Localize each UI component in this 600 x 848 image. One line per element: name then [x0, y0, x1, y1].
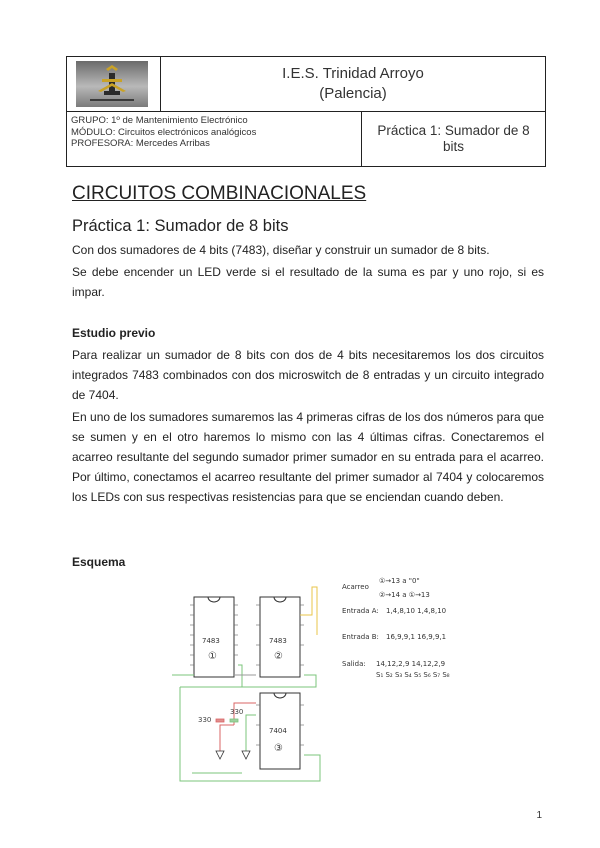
note-entrada-b: 16,9,9,1 16,9,9,1: [386, 633, 447, 641]
chip2-label: 7483: [269, 637, 287, 645]
schematic-drawing: [172, 575, 547, 790]
note-entrada-a: 1,4,8,10 1,4,8,10: [386, 607, 447, 615]
note-acarreo-2: ②→14 a ①→13: [379, 591, 430, 599]
practice-cell: [361, 111, 546, 167]
logo-cell: [66, 56, 161, 112]
intro-paragraph-2: Se debe encender un LED verde si el resultado de la suma es par y uno rojo, si es impar.: [72, 265, 544, 299]
estudio-paragraph-1: Para realizar un sumador de 8 bits con dos de 4 bits necesitaremos los dos circuitos integrados 7483 combinados con dos microswitch de 8 entradas y un circuito integrado de 7404.: [72, 348, 544, 402]
practice-title-line2: bits: [442, 139, 464, 154]
course-info-cell: [66, 111, 362, 167]
estudio-heading: Estudio previo: [72, 326, 156, 340]
chip-7483-2: [260, 597, 300, 677]
school-city: (Palencia): [319, 85, 387, 102]
logo-emblem: [76, 61, 148, 107]
chip2-number: ②: [274, 651, 283, 662]
document-subtitle: Práctica 1: Sumador de 8 bits: [72, 217, 289, 235]
header-table: [66, 56, 546, 167]
chip3-label: 7404: [269, 727, 287, 735]
note-salida-2: S₁ S₂ S₃ S₄ S₅ S₆ S₇ S₈: [376, 671, 450, 679]
school-cell: [160, 56, 546, 112]
note-salida-1: 14,12,2,9 14,12,2,9: [376, 660, 446, 668]
estudio-paragraph-2: En uno de los sumadores sumaremos las 4 primeras cifras de los dos números para que se sumen y en el otro haremos lo mismo con las 4 últimas cifras. Conectaremos el acarreo resultante del segundo sumador primer sumador en su entrada para el acarreo. Por último, conectamos el acarreo resultante del primer sumador al 7404 y colocaremos los LEDs con sus respectivas resistencias para que se enciendan cuando deben.: [72, 410, 544, 504]
chip1-number: ①: [208, 651, 217, 662]
esquema-heading: Esquema: [72, 555, 126, 569]
teacher-line: PROFESORA: Mercedes Arribas: [71, 138, 210, 149]
resistor-label-2: 330: [230, 708, 244, 716]
note-salida-label: Salida:: [342, 660, 366, 668]
module-line: MÓDULO: Circuitos electrónicos analógicos: [71, 126, 257, 138]
document-title: CIRCUITOS COMBINACIONALES: [72, 183, 367, 204]
page-number: 1: [536, 810, 542, 821]
group-line: GRUPO: 1º de Mantenimiento Electrónico: [71, 115, 248, 126]
chip-7483-1: [194, 597, 234, 677]
note-acarreo-label: Acarreo: [342, 583, 369, 591]
intro-paragraph-1: Con dos sumadores de 4 bits (7483), diseñar y construir un sumador de 8 bits.: [72, 243, 490, 257]
note-entrada-a-label: Entrada A:: [342, 607, 379, 615]
practice-title-line1: Práctica 1: Sumador de 8: [377, 123, 530, 138]
note-acarreo-1: ①→13 a "0": [379, 577, 420, 585]
resistor-label-1: 330: [198, 716, 212, 724]
school-name: I.E.S. Trinidad Arroyo: [282, 65, 424, 82]
schematic-notes: [342, 577, 450, 679]
note-entrada-b-label: Entrada B:: [342, 633, 379, 641]
chip1-label: 7483: [202, 637, 220, 645]
chip-7404: [260, 693, 300, 769]
chip3-number: ③: [274, 743, 283, 754]
school-logo: [76, 61, 148, 107]
